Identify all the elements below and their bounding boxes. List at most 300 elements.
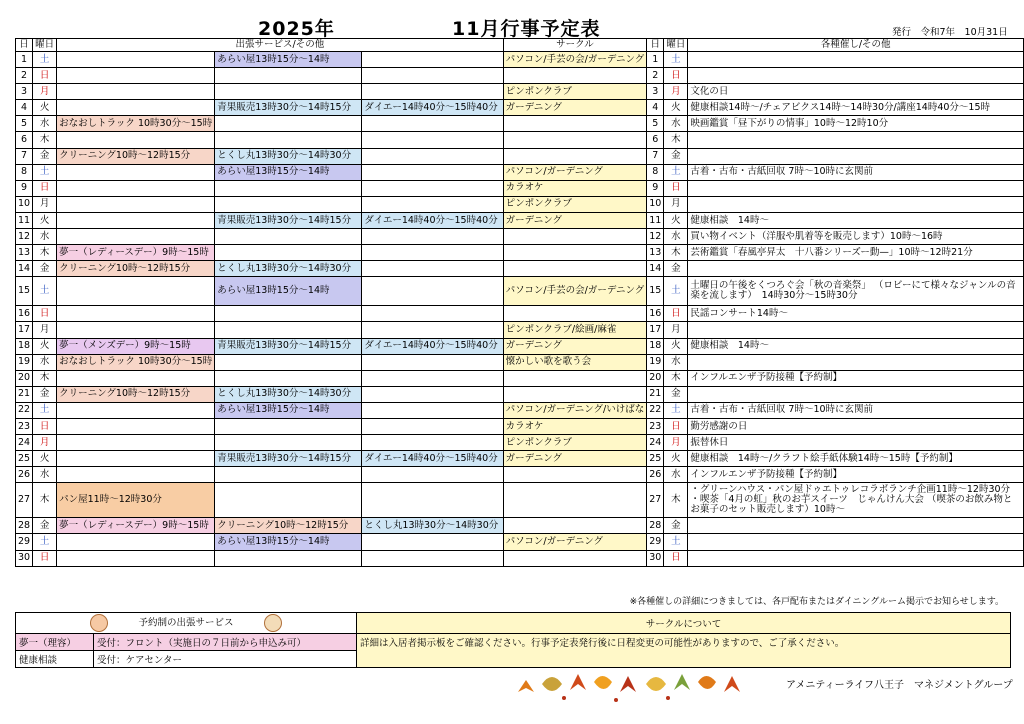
year-title: 2025年 — [258, 18, 335, 40]
event-cell — [688, 322, 1024, 338]
table-row — [16, 261, 1024, 277]
table-row — [16, 277, 1024, 306]
col-day-2: 日 — [647, 39, 664, 52]
trip-slot-1 — [57, 212, 215, 228]
weekday-cell-2: 月 — [664, 322, 688, 338]
day-cell-2: 6 — [647, 132, 664, 148]
day-cell-2: 26 — [647, 467, 664, 483]
event-cell: 勤労感謝の日 — [688, 418, 1024, 434]
day-cell-2: 10 — [647, 196, 664, 212]
circle-cell — [503, 116, 647, 132]
trip-slot-2: あらい屋13時15分～14時 — [215, 52, 362, 68]
weekday-cell-2: 金 — [664, 261, 688, 277]
day-cell: 7 — [16, 148, 33, 164]
trip-slot-2: あらい屋13時15分～14時 — [215, 164, 362, 180]
weekday-cell: 月 — [33, 322, 57, 338]
trip-slot-2 — [215, 229, 362, 245]
day-cell-2: 14 — [647, 261, 664, 277]
col-events: 各種催し/その他 — [688, 39, 1024, 52]
day-cell-2: 29 — [647, 534, 664, 550]
day-cell-2: 28 — [647, 518, 664, 534]
trip-slot-1: 夢一（レディースデー）9時～15時 — [57, 518, 215, 534]
trip-slot-1 — [57, 418, 215, 434]
event-cell — [688, 68, 1024, 84]
weekday-cell-2: 水 — [664, 116, 688, 132]
publish-date: 発行 令和7年 10月31日 — [892, 27, 1008, 38]
trip-slot-2 — [215, 467, 362, 483]
circle-cell — [503, 483, 647, 518]
trip-slot-2: あらい屋13時15分～14時 — [215, 277, 362, 306]
table-row — [16, 164, 1024, 180]
day-cell: 3 — [16, 84, 33, 100]
trip-slot-2: 青果販売13時30分～14時15分 — [215, 100, 362, 116]
trip-slot-3 — [362, 354, 503, 370]
event-cell — [688, 180, 1024, 196]
weekday-cell: 日 — [33, 418, 57, 434]
trip-slot-1: パン屋11時～12時30分 — [57, 483, 215, 518]
weekday-cell: 金 — [33, 261, 57, 277]
trip-slot-2: 青果販売13時30分～14時15分 — [215, 338, 362, 354]
day-cell: 4 — [16, 100, 33, 116]
day-cell: 21 — [16, 386, 33, 402]
event-cell: 民謡コンサート14時～ — [688, 306, 1024, 322]
circle-cell: パソコン/手芸の会/ガーデニング — [503, 52, 647, 68]
day-cell-2: 19 — [647, 354, 664, 370]
weekday-cell-2: 日 — [664, 306, 688, 322]
weekday-cell-2: 土 — [664, 164, 688, 180]
trip-slot-2: とくし丸13時30分～14時30分 — [215, 261, 362, 277]
schedule-table — [15, 38, 1024, 567]
weekday-cell: 土 — [33, 164, 57, 180]
table-row — [16, 354, 1024, 370]
weekday-cell-2: 火 — [664, 451, 688, 467]
circle-cell: カラオケ — [503, 180, 647, 196]
weekday-cell-2: 水 — [664, 229, 688, 245]
day-cell: 29 — [16, 534, 33, 550]
event-cell: インフルエンザ予防接種【予約制】 — [688, 467, 1024, 483]
schedule-body — [16, 52, 1024, 567]
circle-cell: ピンポンクラブ — [503, 84, 647, 100]
day-cell-2: 24 — [647, 435, 664, 451]
weekday-cell: 日 — [33, 550, 57, 566]
staff-illustration-icon — [90, 614, 108, 632]
trip-slot-2: とくし丸13時30分～14時30分 — [215, 148, 362, 164]
events-note: ※各種催しの詳細につきましては、各戸配布またはダイニングルーム掲示でお知らせします。 — [629, 597, 1004, 607]
trip-slot-3: ダイエー14時40分～15時40分 — [362, 100, 503, 116]
day-cell-2: 17 — [647, 322, 664, 338]
trip-slot-3 — [362, 483, 503, 518]
day-cell-2: 9 — [647, 180, 664, 196]
weekday-cell-2: 月 — [664, 196, 688, 212]
weekday-cell-2: 土 — [664, 52, 688, 68]
trip-slot-2 — [215, 435, 362, 451]
trip-slot-3 — [362, 52, 503, 68]
trip-slot-3 — [362, 245, 503, 261]
trip-slot-3 — [362, 418, 503, 434]
weekday-cell: 土 — [33, 277, 57, 306]
circle-cell: ピンポンクラブ — [503, 435, 647, 451]
day-cell-2: 11 — [647, 212, 664, 228]
trip-slot-3 — [362, 164, 503, 180]
trip-slot-1 — [57, 451, 215, 467]
trip-slot-2: 青果販売13時30分～14時15分 — [215, 451, 362, 467]
trip-slot-2 — [215, 68, 362, 84]
trip-slot-3 — [362, 322, 503, 338]
trip-slot-2 — [215, 84, 362, 100]
event-cell: 土曜日の午後をくつろぐ会「秋の音楽祭」 （ロビーにて様々なジャンルの音楽を流します） 14時30分～15時30分 — [688, 277, 1024, 306]
day-cell-2: 3 — [647, 84, 664, 100]
page-title: 11月行事予定表 — [452, 18, 601, 40]
trip-slot-1 — [57, 132, 215, 148]
weekday-cell: 日 — [33, 68, 57, 84]
weekday-cell: 水 — [33, 116, 57, 132]
trip-slot-1 — [57, 370, 215, 386]
table-row — [16, 84, 1024, 100]
day-cell: 16 — [16, 306, 33, 322]
table-row — [16, 245, 1024, 261]
circle-info-text: 詳細は入居者掲示板をご確認ください。行事予定表発行後に日程変更の可能性がありますので、ご了承ください。 — [357, 634, 1011, 668]
event-cell — [688, 534, 1024, 550]
trip-slot-3 — [362, 148, 503, 164]
circle-cell — [503, 261, 647, 277]
trip-slot-1 — [57, 277, 215, 306]
trip-slot-3 — [362, 229, 503, 245]
weekday-cell-2: 水 — [664, 354, 688, 370]
day-cell-2: 30 — [647, 550, 664, 566]
table-row — [16, 370, 1024, 386]
trip-slot-1 — [57, 229, 215, 245]
day-cell: 22 — [16, 402, 33, 418]
day-cell-2: 21 — [647, 386, 664, 402]
event-cell: 健康相談14時～/チェアビクス14時～14時30分/講座14時40分～15時 — [688, 100, 1024, 116]
weekday-cell-2: 木 — [664, 370, 688, 386]
table-row — [16, 196, 1024, 212]
table-row — [16, 386, 1024, 402]
trip-slot-1 — [57, 52, 215, 68]
trip-slot-3 — [362, 534, 503, 550]
table-row — [16, 418, 1024, 434]
weekday-cell-2: 日 — [664, 550, 688, 566]
table-row — [16, 229, 1024, 245]
circle-cell — [503, 148, 647, 164]
weekday-cell-2: 水 — [664, 467, 688, 483]
circle-cell — [503, 467, 647, 483]
weekday-cell: 木 — [33, 370, 57, 386]
trip-slot-3 — [362, 84, 503, 100]
event-cell: 健康相談 14時～/クラフト絵手紙体験14時～15時【予約制】 — [688, 451, 1024, 467]
event-cell — [688, 354, 1024, 370]
day-cell-2: 1 — [647, 52, 664, 68]
day-cell: 25 — [16, 451, 33, 467]
weekday-cell: 日 — [33, 306, 57, 322]
trip-slot-3 — [362, 435, 503, 451]
trip-slot-1: 夢一（レディースデー）9時～15時 — [57, 245, 215, 261]
day-cell: 26 — [16, 467, 33, 483]
table-row — [16, 467, 1024, 483]
table-row — [16, 116, 1024, 132]
table-row — [16, 483, 1024, 518]
day-cell: 11 — [16, 212, 33, 228]
day-cell: 18 — [16, 338, 33, 354]
trip-slot-1 — [57, 402, 215, 418]
circle-cell: パソコン/ガーデニング — [503, 534, 647, 550]
trip-slot-1: クリーニング10時～12時15分 — [57, 261, 215, 277]
circle-cell: ガーデニング — [503, 338, 647, 354]
weekday-cell-2: 日 — [664, 68, 688, 84]
trip-slot-1 — [57, 306, 215, 322]
event-cell — [688, 518, 1024, 534]
event-cell — [688, 132, 1024, 148]
weekday-cell: 土 — [33, 402, 57, 418]
col-weekday-2: 曜日 — [664, 39, 688, 52]
weekday-cell: 木 — [33, 245, 57, 261]
day-cell-2: 2 — [647, 68, 664, 84]
day-cell-2: 4 — [647, 100, 664, 116]
trip-slot-1: クリーニング10時～12時15分 — [57, 148, 215, 164]
trip-slot-2: 青果販売13時30分～14時15分 — [215, 212, 362, 228]
weekday-cell: 火 — [33, 100, 57, 116]
weekday-cell: 水 — [33, 229, 57, 245]
event-cell: 健康相談 14時～ — [688, 212, 1024, 228]
weekday-cell-2: 金 — [664, 518, 688, 534]
weekday-cell: 土 — [33, 52, 57, 68]
day-cell-2: 13 — [647, 245, 664, 261]
reservation-name-2: 健康相談 — [16, 651, 94, 668]
day-cell-2: 7 — [647, 148, 664, 164]
day-cell-2: 20 — [647, 370, 664, 386]
weekday-cell: 月 — [33, 84, 57, 100]
trip-slot-2 — [215, 322, 362, 338]
weekday-cell: 木 — [33, 132, 57, 148]
day-cell: 17 — [16, 322, 33, 338]
weekday-cell-2: 火 — [664, 212, 688, 228]
day-cell-2: 27 — [647, 483, 664, 518]
weekday-cell: 日 — [33, 180, 57, 196]
weekday-cell: 土 — [33, 534, 57, 550]
footer-table — [15, 612, 1011, 668]
table-row — [16, 52, 1024, 68]
trip-slot-1 — [57, 322, 215, 338]
circle-cell: カラオケ — [503, 418, 647, 434]
weekday-cell: 金 — [33, 386, 57, 402]
circle-cell — [503, 229, 647, 245]
reservation-info-1: 受付：フロント（実施日の７日前から申込み可） — [94, 634, 357, 651]
trip-slot-1: クリーニング10時～12時15分 — [57, 386, 215, 402]
weekday-cell-2: 土 — [664, 534, 688, 550]
circle-cell — [503, 68, 647, 84]
trip-slot-3 — [362, 550, 503, 566]
table-row — [16, 322, 1024, 338]
trip-slot-1 — [57, 435, 215, 451]
table-row — [16, 306, 1024, 322]
table-row — [16, 451, 1024, 467]
weekday-cell-2: 木 — [664, 483, 688, 518]
table-row — [16, 212, 1024, 228]
circle-cell — [503, 386, 647, 402]
reservation-header — [16, 613, 357, 634]
trip-slot-2 — [215, 306, 362, 322]
staff-illustration-icon — [264, 614, 282, 632]
event-cell: 古着・古布・古紙回収 7時～10時に玄関前 — [688, 164, 1024, 180]
day-cell-2: 16 — [647, 306, 664, 322]
trip-slot-2: クリーニング10時～12時15分 — [215, 518, 362, 534]
table-row — [16, 518, 1024, 534]
day-cell: 6 — [16, 132, 33, 148]
weekday-cell-2: 火 — [664, 338, 688, 354]
day-cell: 28 — [16, 518, 33, 534]
day-cell-2: 12 — [647, 229, 664, 245]
weekday-cell-2: 土 — [664, 402, 688, 418]
day-cell: 5 — [16, 116, 33, 132]
day-cell-2: 25 — [647, 451, 664, 467]
weekday-cell: 火 — [33, 451, 57, 467]
trip-slot-1 — [57, 196, 215, 212]
trip-slot-3: ダイエー14時40分～15時40分 — [362, 451, 503, 467]
trip-slot-2 — [215, 132, 362, 148]
weekday-cell-2: 日 — [664, 180, 688, 196]
trip-slot-2 — [215, 483, 362, 518]
circle-cell — [503, 306, 647, 322]
circle-cell — [503, 550, 647, 566]
trip-slot-2 — [215, 116, 362, 132]
circle-cell: パソコン/ガーデニング/いけばな — [503, 402, 647, 418]
weekday-cell: 水 — [33, 467, 57, 483]
weekday-cell: 月 — [33, 196, 57, 212]
event-cell — [688, 52, 1024, 68]
circle-cell: ガーデニング — [503, 212, 647, 228]
weekday-cell-2: 木 — [664, 245, 688, 261]
trip-slot-1 — [57, 180, 215, 196]
day-cell-2: 15 — [647, 277, 664, 306]
circle-cell — [503, 132, 647, 148]
weekday-cell: 火 — [33, 338, 57, 354]
weekday-cell: 火 — [33, 212, 57, 228]
weekday-cell: 月 — [33, 435, 57, 451]
trip-slot-3 — [362, 261, 503, 277]
trip-slot-1: おなおしトラック 10時30分～15時 — [57, 354, 215, 370]
circle-cell — [503, 518, 647, 534]
day-cell: 9 — [16, 180, 33, 196]
trip-slot-1: 夢一（メンズデー）9時～15時 — [57, 338, 215, 354]
table-row — [16, 68, 1024, 84]
circle-cell: 懐かしい歌を歌う会 — [503, 354, 647, 370]
table-row — [16, 534, 1024, 550]
autumn-leaves-decoration — [508, 662, 758, 706]
day-cell-2: 18 — [647, 338, 664, 354]
day-cell: 8 — [16, 164, 33, 180]
day-cell: 10 — [16, 196, 33, 212]
table-row — [16, 435, 1024, 451]
table-row — [16, 180, 1024, 196]
day-cell-2: 23 — [647, 418, 664, 434]
trip-slot-3 — [362, 277, 503, 306]
day-cell-2: 8 — [647, 164, 664, 180]
day-cell-2: 5 — [647, 116, 664, 132]
day-cell: 19 — [16, 354, 33, 370]
trip-slot-2: とくし丸13時30分～14時30分 — [215, 386, 362, 402]
trip-slot-1 — [57, 164, 215, 180]
trip-slot-2: あらい屋13時15分～14時 — [215, 534, 362, 550]
table-row — [16, 550, 1024, 566]
weekday-cell-2: 火 — [664, 100, 688, 116]
trip-slot-1 — [57, 68, 215, 84]
event-cell — [688, 550, 1024, 566]
trip-slot-3 — [362, 402, 503, 418]
day-cell: 20 — [16, 370, 33, 386]
circle-cell: ガーデニング — [503, 100, 647, 116]
day-cell: 13 — [16, 245, 33, 261]
day-cell: 1 — [16, 52, 33, 68]
circle-cell: ピンポンクラブ — [503, 196, 647, 212]
circle-cell: パソコン/手芸の会/ガーデニング — [503, 277, 647, 306]
col-weekday: 曜日 — [33, 39, 57, 52]
col-day: 日 — [16, 39, 33, 52]
event-cell — [688, 196, 1024, 212]
trip-slot-3 — [362, 386, 503, 402]
event-cell: 健康相談 14時～ — [688, 338, 1024, 354]
day-cell: 23 — [16, 418, 33, 434]
weekday-cell-2: 月 — [664, 84, 688, 100]
trip-slot-1 — [57, 467, 215, 483]
event-cell — [688, 261, 1024, 277]
trip-slot-3 — [362, 370, 503, 386]
weekday-cell-2: 月 — [664, 435, 688, 451]
weekday-cell-2: 土 — [664, 277, 688, 306]
trip-slot-2 — [215, 354, 362, 370]
table-row — [16, 402, 1024, 418]
weekday-cell: 金 — [33, 148, 57, 164]
table-row — [16, 148, 1024, 164]
table-row — [16, 132, 1024, 148]
circle-cell: パソコン/ガーデニング — [503, 164, 647, 180]
day-cell: 27 — [16, 483, 33, 518]
event-cell: 古着・古布・古紙回収 7時～10時に玄関前 — [688, 402, 1024, 418]
event-cell: 買い物イベント（洋服や肌着等を販売します）10時～16時 — [688, 229, 1024, 245]
day-cell: 12 — [16, 229, 33, 245]
day-cell: 30 — [16, 550, 33, 566]
trip-slot-2 — [215, 418, 362, 434]
trip-slot-1 — [57, 84, 215, 100]
day-cell: 2 — [16, 68, 33, 84]
trip-slot-3 — [362, 196, 503, 212]
trip-slot-3 — [362, 306, 503, 322]
reservation-title: 予約制の出張サービス — [138, 617, 234, 629]
day-cell: 24 — [16, 435, 33, 451]
trip-slot-2 — [215, 370, 362, 386]
trip-slot-2 — [215, 245, 362, 261]
event-cell: 芸術鑑賞「春風亭昇太 十八番シリーズー動—」10時～12時21分 — [688, 245, 1024, 261]
weekday-cell: 木 — [33, 483, 57, 518]
circle-cell — [503, 370, 647, 386]
reservation-info-2: 受付：ケアセンター — [94, 651, 357, 668]
reservation-name-1: 夢一（理容） — [16, 634, 94, 651]
day-cell-2: 22 — [647, 402, 664, 418]
weekday-cell: 水 — [33, 354, 57, 370]
event-cell — [688, 386, 1024, 402]
trip-slot-1 — [57, 534, 215, 550]
circle-cell: ガーデニング — [503, 451, 647, 467]
trip-slot-3 — [362, 467, 503, 483]
weekday-cell: 金 — [33, 518, 57, 534]
weekday-cell-2: 金 — [664, 148, 688, 164]
weekday-cell-2: 日 — [664, 418, 688, 434]
event-cell: 振替休日 — [688, 435, 1024, 451]
trip-slot-3: ダイエー14時40分～15時40分 — [362, 212, 503, 228]
trip-slot-3: とくし丸13時30分～14時30分 — [362, 518, 503, 534]
trip-slot-3 — [362, 180, 503, 196]
col-trip-services: 出張サービス/その他 — [57, 39, 504, 52]
trip-slot-3 — [362, 116, 503, 132]
